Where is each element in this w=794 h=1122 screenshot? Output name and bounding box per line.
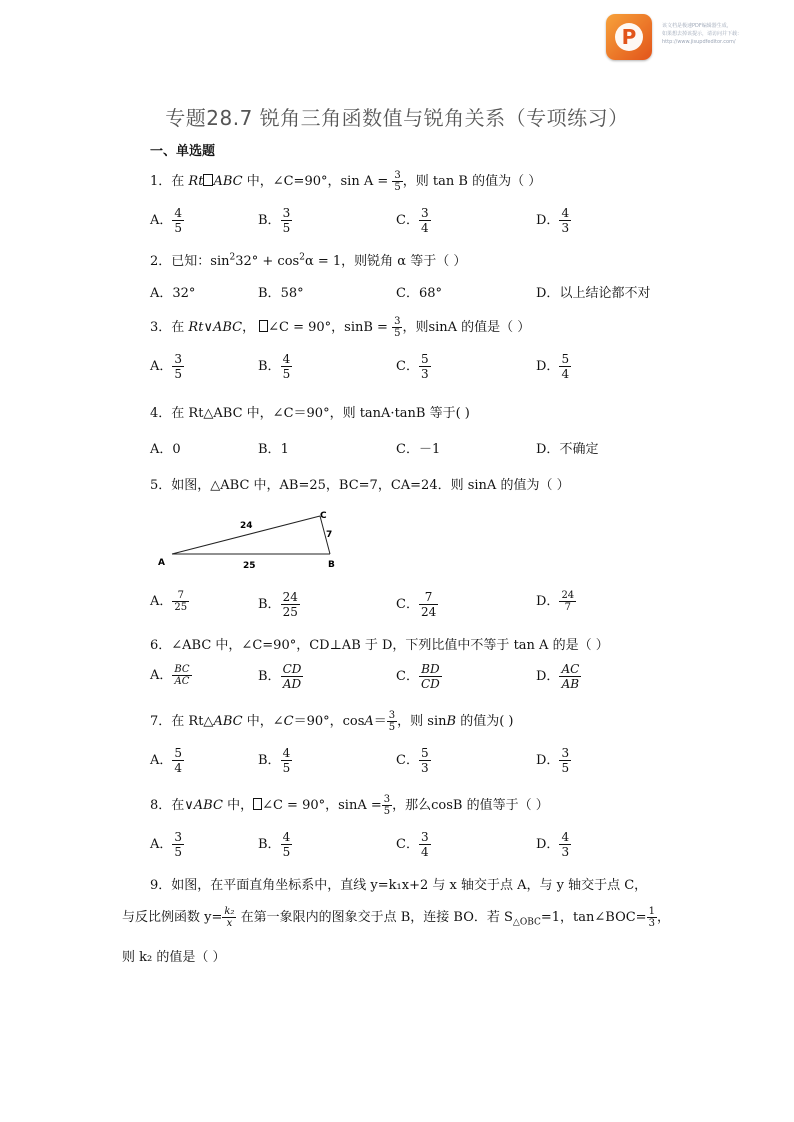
question-text: ∠C: [272, 714, 294, 729]
missing-glyph-box: [203, 174, 213, 186]
question-text: B: [446, 714, 457, 729]
option-a[interactable]: A． $\frac{4}{5}$: [150, 206, 183, 235]
fraction: $\frac{3}{5}$: [394, 170, 401, 193]
option-d[interactable]: D． $\frac{4}{3}$: [536, 830, 570, 859]
question-text: 在∨: [171, 798, 194, 813]
fraction: $\frac{3}{5}$: [388, 710, 396, 733]
question-text: 则 k₂ 的值是（ ）: [122, 950, 226, 965]
question-text: 的值为( ): [456, 714, 514, 729]
option-c[interactable]: C． $\frac{5}{3}$: [396, 746, 429, 775]
question-text: 中，: [242, 714, 273, 729]
section-heading: 一、单选题: [150, 144, 216, 159]
question-number: 1．: [150, 174, 172, 189]
question-text: 在 Rt△ABC 中，∠C＝90°，则 tanA·tanB 等于( ): [171, 406, 470, 421]
question-text: ，那么cosB 的值等于（ ）: [392, 798, 549, 813]
option-c[interactable]: C．－1: [396, 442, 441, 457]
question-text: ，则sinA 的值是（ ）: [402, 320, 531, 335]
question-text: 中，: [222, 798, 254, 813]
option-d[interactable]: D．不确定: [536, 442, 599, 457]
option-d[interactable]: D．以上结论都不对: [536, 286, 651, 301]
side-ab-label: 25: [243, 561, 256, 571]
option-d[interactable]: D． $\frac{24}{7}$: [536, 590, 575, 613]
question-text: ＝: [373, 714, 387, 729]
option-c[interactable]: C． $\frac{BD}{CD}$: [396, 662, 440, 691]
missing-glyph-box: [253, 798, 262, 810]
svg-text:P: P: [621, 25, 637, 49]
question-text: ABC: [213, 714, 243, 729]
question-text: ∠C = 90°，: [262, 798, 339, 813]
question-text: =1，tan∠BOC=: [540, 910, 647, 925]
question-text: ∠C=90°，: [272, 174, 341, 189]
question-text: ABC: [193, 798, 223, 813]
fraction: $\frac{1}{3}$: [648, 906, 655, 929]
question-text: sin A =: [340, 174, 389, 189]
pdf-editor-logo: [606, 14, 652, 60]
watermark-line: 该文档是极速PDF编辑器生成，: [662, 23, 732, 29]
question-text: ∠C = 90°，: [268, 320, 345, 335]
option-c[interactable]: C． $\frac{3}{4}$: [396, 830, 429, 859]
fraction: $\frac{3}{5}$: [383, 794, 391, 817]
question-text: sinB =: [344, 320, 388, 335]
page-title: 专题28.7 锐角三角函数值与锐角关系（专项练习）: [165, 106, 629, 130]
option-a[interactable]: A． $\frac{7}{25}$: [150, 590, 188, 613]
question-text: 在: [171, 320, 189, 335]
option-b[interactable]: B．1: [258, 442, 289, 457]
fraction: $\frac{\text{k₂}}{x}$: [224, 906, 235, 929]
watermark-line: http://www.jisupdfeditor.com/: [662, 39, 736, 45]
subscript: △OBC: [512, 917, 541, 928]
question-text: 在 Rt△: [171, 714, 214, 729]
question-number: 6．: [150, 638, 172, 653]
question-number: 8．: [150, 798, 172, 813]
question-number: 4．: [150, 406, 172, 421]
question-4: [150, 402, 470, 421]
fraction: $\frac{3}{5}$: [394, 316, 401, 339]
option-a[interactable]: A． $\frac{3}{5}$: [150, 352, 183, 381]
question-text: 在: [171, 174, 189, 189]
vertex-a-label: A: [158, 558, 165, 568]
question-2: [150, 250, 466, 269]
question-text: ABC: [212, 320, 243, 335]
question-text: ，则 tan B 的值为（ ）: [402, 174, 542, 189]
question-7: [150, 710, 514, 733]
option-c[interactable]: C． $\frac{3}{4}$: [396, 206, 429, 235]
question-text: ，: [242, 320, 256, 335]
question-text: 已知：sin: [171, 254, 230, 269]
question-text: 如图，在平面直角坐标系中，直线 y=k₁x+2 与 x 轴交于点 A，与 y 轴交于点 C，: [171, 878, 648, 893]
option-b[interactable]: B．58°: [258, 286, 304, 301]
triangle-figure: [150, 506, 350, 572]
option-b[interactable]: B． $\frac{24}{25}$: [258, 590, 298, 619]
question-text: sinA =: [338, 798, 382, 813]
option-d[interactable]: D． $\frac{AC}{AB}$: [536, 662, 580, 691]
question-text: A: [364, 714, 374, 729]
question-text: 在第一象限内的图象交于点 B，连接 BO．若 S: [236, 910, 513, 925]
question-text: 如图，△ABC 中，AB=25，BC=7，CA=24．则 sinA 的值为（ ）: [171, 478, 570, 493]
question-8: [150, 794, 549, 817]
question-text: Rt: [188, 174, 204, 189]
question-text: α = 1，则锐角 α 等于（ ）: [304, 254, 467, 269]
question-text: 32° + cos: [235, 254, 300, 269]
watermark-line: 如果想去掉该提示，请访问并下载：: [662, 31, 743, 37]
question-text: ，则 sin: [397, 714, 447, 729]
watermark-text: [662, 22, 792, 46]
option-b[interactable]: B． $\frac{CD}{AD}$: [258, 662, 302, 691]
question-1: [150, 170, 541, 193]
option-b[interactable]: B． $\frac{4}{5}$: [258, 830, 291, 859]
missing-glyph-box: [259, 320, 268, 332]
option-d[interactable]: D． $\frac{4}{3}$: [536, 206, 570, 235]
question-text: 与反比例函数 y=: [122, 910, 223, 925]
question-3: [150, 316, 530, 339]
question-text: ，: [656, 910, 670, 925]
side-bc-label: 7: [326, 530, 333, 540]
question-text: ∠ABC 中，∠C=90°，CD⊥AB 于 D，下列比值中不等于 tan A 的是（ ）: [171, 638, 609, 653]
question-text: ABC: [213, 174, 243, 189]
exponent: 2: [299, 252, 305, 263]
option-d[interactable]: D． $\frac{3}{5}$: [536, 746, 570, 775]
exponent: 2: [229, 252, 236, 263]
question-5: [150, 474, 570, 493]
question-9: [150, 874, 647, 893]
question-9-line-2: [122, 906, 670, 929]
question-6: [150, 634, 609, 653]
question-text: ＝90°，cos: [293, 714, 365, 729]
question-number: 3．: [150, 320, 172, 335]
option-a[interactable]: A． $\frac{3}{5}$: [150, 830, 183, 859]
option-b[interactable]: B． $\frac{4}{5}$: [258, 352, 291, 381]
question-text: Rt: [188, 320, 204, 335]
question-number: 9．: [150, 878, 172, 893]
question-9-line-3: [122, 946, 226, 965]
question-number: 5．: [150, 478, 172, 493]
vertex-b-label: B: [328, 560, 335, 570]
option-a[interactable]: A．32°: [150, 286, 196, 301]
option-a[interactable]: A． $\frac{BC}{AC}$: [150, 664, 190, 687]
option-b[interactable]: B． $\frac{4}{5}$: [258, 746, 291, 775]
vertex-c-label: C: [320, 511, 327, 521]
option-d[interactable]: D． $\frac{5}{4}$: [536, 352, 570, 381]
option-a[interactable]: A． $\frac{5}{4}$: [150, 746, 183, 775]
question-text: ∨: [203, 320, 213, 335]
question-number: 7．: [150, 714, 172, 729]
option-c[interactable]: C． $\frac{7}{24}$: [396, 590, 437, 619]
side-ca-label: 24: [240, 521, 253, 531]
option-a[interactable]: A．0: [150, 442, 181, 457]
question-number: 2．: [150, 254, 172, 269]
question-text: 中，: [242, 174, 273, 189]
option-c[interactable]: C． $\frac{5}{3}$: [396, 352, 429, 381]
option-c[interactable]: C．68°: [396, 286, 442, 301]
option-b[interactable]: B． $\frac{3}{5}$: [258, 206, 291, 235]
